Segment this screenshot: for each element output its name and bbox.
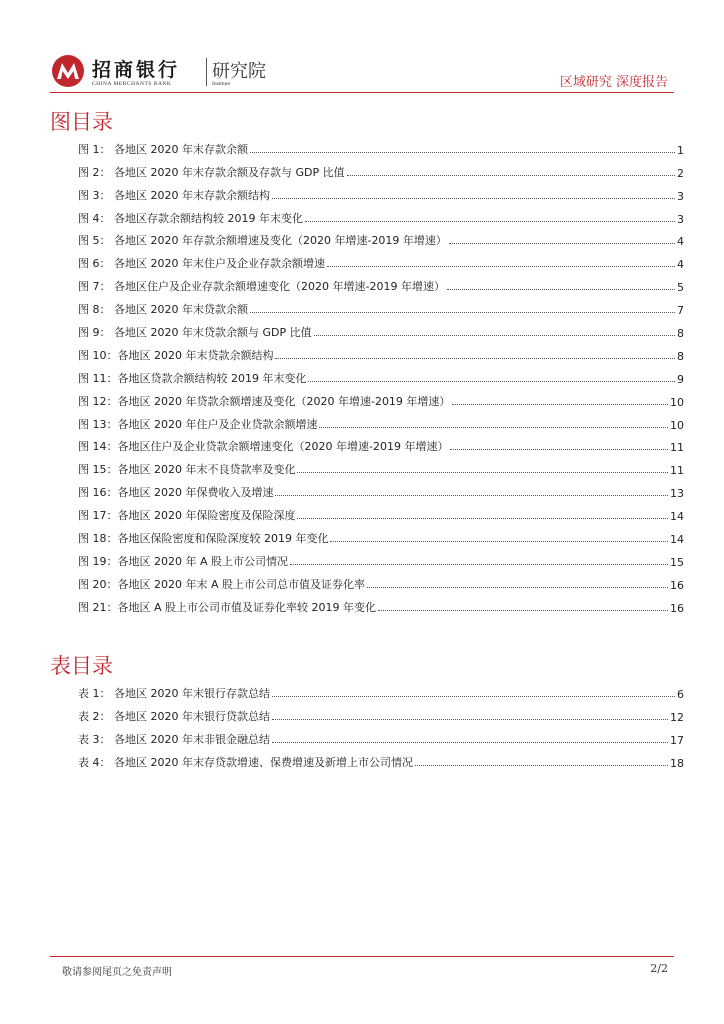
toc-leader-dots [327, 265, 675, 267]
toc-leader-dots [347, 174, 675, 176]
toc-leader-dots [297, 471, 668, 473]
toc-entry[interactable] [78, 523, 684, 546]
toc-entry[interactable] [78, 546, 684, 569]
header-divider [50, 92, 674, 93]
toc-entry[interactable] [78, 363, 684, 386]
toc-leader-dots [297, 517, 668, 519]
toc-entry-label[interactable]: 表 2： 各地区 2020 年末银行贷款总结 [78, 709, 270, 723]
logo-name-cn: 招商银行 [92, 59, 181, 81]
toc-entry[interactable] [78, 592, 684, 615]
toc-entry-label[interactable]: 图 1： 各地区 2020 年末存款余额 [78, 142, 248, 156]
toc-entry[interactable] [78, 747, 684, 770]
toc-entry-label[interactable]: 表 1： 各地区 2020 年末银行存款总结 [78, 686, 270, 700]
toc-entry[interactable] [78, 701, 684, 724]
toc-entry-page[interactable]: 12 [670, 710, 684, 724]
toc-entry-page[interactable]: 11 [670, 464, 684, 478]
toc-entry-page[interactable]: 10 [670, 418, 684, 432]
toc-entry-page[interactable]: 17 [670, 733, 684, 747]
toc-entry-page[interactable]: 16 [670, 578, 684, 592]
toc-entry-label[interactable]: 表 3： 各地区 2020 年末非银金融总结 [78, 732, 270, 746]
toc-entry-label[interactable]: 图 2： 各地区 2020 年末存款余额及存款与 GDP 比值 [78, 165, 345, 179]
toc-leader-dots [308, 380, 675, 382]
toc-leader-dots [250, 151, 675, 153]
toc-entry-label[interactable]: 图 11：各地区贷款余额结构较 2019 年末变化 [78, 371, 307, 385]
toc-entry-page[interactable]: 15 [670, 555, 684, 569]
toc-entry-label[interactable]: 图 5： 各地区 2020 年存款余额增速及变化（2020 年增速-2019 年增速） [78, 234, 447, 248]
toc-entry-page[interactable]: 3 [677, 189, 684, 203]
toc-leader-dots [314, 334, 675, 336]
logo-name-en: CHINA MERCHANTS BANK [92, 81, 172, 87]
toc-entry-label[interactable]: 图 18：各地区保险密度和保险深度较 2019 年变化 [78, 532, 329, 546]
toc-leader-dots [415, 764, 668, 766]
toc-entry-label[interactable]: 图 12：各地区 2020 年贷款余额增速及变化（2020 年增速-2019 年增速） [78, 394, 451, 408]
toc-entry-label[interactable]: 图 9： 各地区 2020 年末贷款余额与 GDP 比值 [78, 326, 312, 340]
toc-entry-label[interactable]: 表 4： 各地区 2020 年末存贷款增速、保费增速及新增上市公司情况 [78, 755, 413, 769]
toc-entry-page[interactable]: 4 [677, 258, 684, 272]
figure-list [78, 134, 684, 615]
toc-entry[interactable] [78, 180, 684, 203]
toc-entry-page[interactable]: 2 [677, 166, 684, 180]
toc-leader-dots [290, 563, 668, 565]
toc-entry-label[interactable]: 图 8： 各地区 2020 年末贷款余额 [78, 303, 248, 317]
toc-entry-page[interactable]: 8 [677, 349, 684, 363]
toc-entry-page[interactable]: 14 [670, 510, 684, 524]
toc-entry[interactable] [78, 317, 684, 340]
toc-entry[interactable] [78, 500, 684, 523]
report-category: 区域研究 深度报告 [559, 75, 668, 90]
toc-entry-label[interactable]: 图 4： 各地区存款余额结构较 2019 年末变化 [78, 211, 303, 225]
page-header [50, 52, 674, 92]
toc-entry-page[interactable]: 6 [677, 687, 684, 701]
toc-entry-page[interactable]: 8 [677, 327, 684, 341]
toc-entry-label[interactable]: 图 17：各地区 2020 年保险密度及保险深度 [78, 509, 296, 523]
toc-leader-dots [272, 695, 675, 697]
toc-entry[interactable] [78, 134, 684, 157]
toc-leader-dots [272, 197, 675, 199]
toc-entry-page[interactable]: 1 [677, 143, 684, 157]
toc-leader-dots [452, 403, 668, 405]
toc-entry[interactable] [78, 477, 684, 500]
disclaimer-note: 敬请参阅尾页之免责声明 [62, 967, 172, 978]
toc-entry-page[interactable]: 7 [677, 304, 684, 318]
footer-divider [50, 956, 674, 957]
toc-entry-page[interactable]: 3 [677, 212, 684, 226]
toc-entry[interactable] [78, 226, 684, 249]
toc-entry[interactable] [78, 340, 684, 363]
toc-entry[interactable] [78, 386, 684, 409]
toc-leader-dots [450, 448, 668, 450]
toc-entry[interactable] [78, 454, 684, 477]
toc-entry[interactable] [78, 157, 684, 180]
toc-entry-label[interactable]: 图 3： 各地区 2020 年末存款余额结构 [78, 188, 270, 202]
toc-leader-dots [275, 494, 668, 496]
toc-entry[interactable] [78, 409, 684, 432]
toc-entry-label[interactable]: 图 15：各地区 2020 年末不良贷款率及变化 [78, 463, 296, 477]
toc-entry[interactable] [78, 248, 684, 271]
toc-entry-label[interactable]: 图 6： 各地区 2020 年末住户及企业存款余额增速 [78, 257, 325, 271]
toc-leader-dots [367, 586, 668, 588]
toc-leader-dots [275, 357, 675, 359]
toc-entry-label[interactable]: 图 7： 各地区住户及企业存款余额增速变化（2020 年增速-2019 年增速） [78, 280, 445, 294]
toc-leader-dots [272, 718, 668, 720]
toc-entry-page[interactable]: 13 [670, 487, 684, 501]
toc-entry-label[interactable]: 图 16：各地区 2020 年保费收入及增速 [78, 486, 274, 500]
toc-leader-dots [449, 242, 675, 244]
toc-entry-page[interactable]: 18 [670, 756, 684, 770]
table-list [78, 678, 684, 770]
toc-entry[interactable] [78, 678, 684, 701]
toc-entry-label[interactable]: 图 14：各地区住户及企业贷款余额增速变化（2020 年增速-2019 年增速） [78, 440, 449, 454]
toc-entry-label[interactable]: 图 13：各地区 2020 年住户及企业贷款余额增速 [78, 417, 318, 431]
cmb-logo-icon [50, 54, 86, 88]
toc-entry[interactable] [78, 294, 684, 317]
toc-entry[interactable] [78, 724, 684, 747]
toc-entry-page[interactable]: 11 [670, 441, 684, 455]
page-number: 2/2 [650, 962, 668, 975]
toc-entry[interactable] [78, 569, 684, 592]
figure-list-title: 图目录 [50, 110, 113, 134]
toc-leader-dots [250, 311, 675, 313]
toc-entry-label[interactable]: 图 20：各地区 2020 年末 A 股上市公司总市值及证券化率 [78, 577, 365, 591]
toc-leader-dots [272, 741, 668, 743]
toc-entry-label[interactable]: 图 19：各地区 2020 年 A 股上市公司情况 [78, 554, 288, 568]
toc-entry-label[interactable]: 图 21：各地区 A 股上市公司市值及证券化率较 2019 年变化 [78, 600, 376, 614]
toc-leader-dots [305, 220, 675, 222]
table-list-title: 表目录 [50, 654, 113, 678]
toc-entry-page[interactable]: 14 [670, 533, 684, 547]
toc-entry-page[interactable]: 16 [670, 601, 684, 615]
toc-entry-label[interactable]: 图 10：各地区 2020 年末贷款余额结构 [78, 348, 274, 362]
logo-separator [206, 58, 207, 86]
toc-entry[interactable] [78, 203, 684, 226]
toc-leader-dots [319, 426, 668, 428]
toc-leader-dots [447, 288, 675, 290]
toc-entry-page[interactable]: 5 [677, 281, 684, 295]
institute-name-cn: 研究院 [212, 61, 266, 82]
toc-leader-dots [330, 540, 668, 542]
toc-entry-page[interactable]: 4 [677, 235, 684, 249]
toc-leader-dots [378, 609, 668, 611]
institute-name-en: Institute [212, 81, 231, 87]
toc-entry[interactable] [78, 432, 684, 455]
toc-entry-page[interactable]: 9 [677, 372, 684, 386]
toc-entry[interactable] [78, 271, 684, 294]
toc-entry-page[interactable]: 10 [670, 395, 684, 409]
